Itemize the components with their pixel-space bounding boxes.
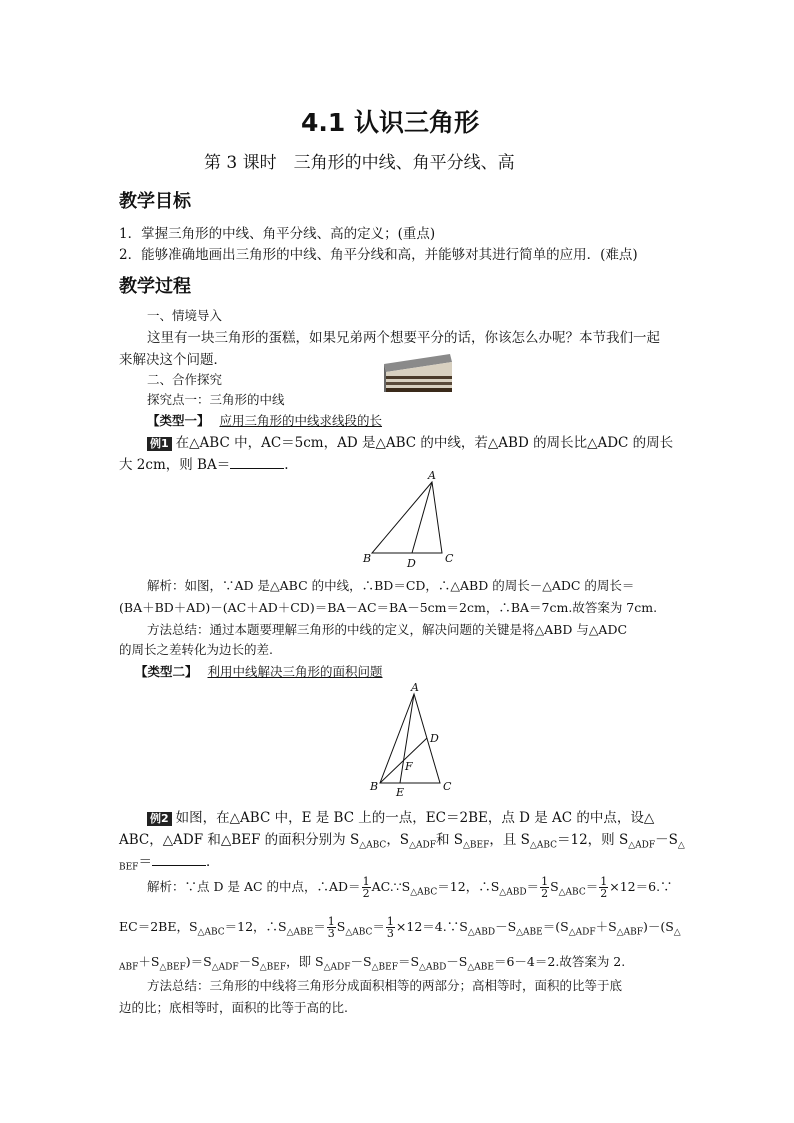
period: . <box>284 457 289 473</box>
type2-title: 利用中线解决三角形的面积问题 <box>207 664 383 679</box>
example2-solution-line2: EC＝2BE，$S_{\triangle ABC}=12$，$\therefore S_{\triangle ABE}=$ $\frac{1}{3}$ $S_{\triangle ABC}=$ $\frac{1}{3}$ $\times 12=4.\because S_{\triangle ABD}-S_{\triangle ABE}=(S_{\triangle ADF}+S_{\triangle ABF})-(S_\triangle$ <box>119 915 681 940</box>
example1-question-text: 在△ABC 中，AC＝5cm，AD 是△ABC 的中线，若△ABD 的周长比△ADC 的周长 <box>175 435 674 451</box>
triangle-figure-1 <box>360 470 460 570</box>
explore-point-1: 探究点一：三角形的中线 <box>147 392 285 407</box>
triangle-abc <box>372 482 442 553</box>
objective-item-1: 1．掌握三角形的中线、角平分线、高的定义；(重点) <box>119 226 436 242</box>
example2-question-line2: ABC，△ADF 和△BEF 的面积分别为 $S_{\triangle ABC}$，$S_{\triangle ADF}$和 $S_{\triangle BEF}$，且 $S_{\triangle ABC}=12$，则 $S_{\triangle ADF}-S_\triangle$ <box>119 832 685 851</box>
example2-question-text: 如图，在△ABC 中，E 是 BC 上的一点，EC＝2BE，点 D 是 AC 的中点，设△ <box>175 810 655 826</box>
intro-heading: 一、情境导入 <box>147 308 223 323</box>
process-heading: 教学过程 <box>119 276 191 297</box>
example2-summary-line1: 方法总结：三角形的中线将三角形分成面积相等的两部分；高相等时，面积的比等于底 <box>147 978 623 993</box>
example1-question-line2 <box>119 453 289 473</box>
answer-blank-2[interactable] <box>152 853 206 866</box>
page-title: 4.1 认识三角形 <box>301 108 479 137</box>
answer-blank[interactable] <box>230 456 284 469</box>
triangle-figure-2 <box>362 680 462 798</box>
intro-text-line2: 来解决这个问题． <box>119 352 227 368</box>
example2-solution-line1: 解析：∵点 D 是 AC 的中点，∴AD＝ $\frac{1}{2}$ $AC.\because S_{\triangle ABC}=12$，$\therefore S_{\triangle ABD}=$ $\frac{1}{2}$ $S_{\triangle ABC}=$ $\frac{1}{2}$ ×12＝6.∵ <box>147 875 673 900</box>
label-c2: C <box>443 780 452 793</box>
label-b: B <box>363 552 372 565</box>
explore-heading: 二、合作探究 <box>147 372 223 387</box>
type1-title: 应用三角形的中线求线段的长 <box>219 413 383 428</box>
intro-text-line1: 这里有一块三角形的蛋糕，如果兄弟两个想要平分的话，你该怎么办呢？本节我们一起 <box>147 330 660 346</box>
example1-badge: 例1 <box>147 437 172 451</box>
type2-label: 【类型二】 <box>135 664 198 679</box>
example1-question-line1 <box>147 431 673 451</box>
example2-question-line1 <box>147 806 654 826</box>
label-f2: F <box>405 760 413 773</box>
example1-summary-line1: 方法总结：通过本题要理解三角形的中线的定义，解决问题的关键是将△ABD 与△ADC <box>147 622 628 637</box>
label-a2: A <box>411 681 419 694</box>
label-c: C <box>445 552 454 565</box>
label-b2: B <box>370 780 379 793</box>
cake-image <box>382 352 454 394</box>
example1-summary-line2: 的周长之差转化为边长的差. <box>119 642 273 657</box>
label-a: A <box>428 470 436 482</box>
label-e2: E <box>396 786 405 798</box>
type2-heading <box>135 662 383 680</box>
type1-label: 【类型一】 <box>147 413 210 428</box>
median-ad <box>412 482 432 553</box>
objective-item-2: 2．能够准确地画出三角形的中线、角平分线和高，并能够对其进行简单的应用．(难点) <box>119 247 638 263</box>
example2-summary-line2: 边的比；底相等时，面积的比等于高的比. <box>119 1000 348 1015</box>
label-d: D <box>407 557 416 570</box>
label-d2: D <box>430 732 439 745</box>
objectives-heading: 教学目标 <box>119 191 191 212</box>
fraction-third: $\frac{1}{3}$ <box>327 915 335 940</box>
type1-heading <box>147 411 382 429</box>
segment-bd <box>380 738 427 783</box>
example1-solution-line2: (BA＋BD＋AD)－(AC＋AD＋CD)＝BA－AC＝BA－5cm＝2cm，∴BA＝7cm.故答案为 7cm. <box>119 600 658 615</box>
example1-question-text2: 大 2cm，则 BA＝ <box>119 457 231 473</box>
example2-question-line3: $_{BEF}$＝ ． <box>119 854 220 873</box>
fraction-half: $\frac{1}{2}$ <box>362 875 370 900</box>
page-subtitle: 第 3 课时 三角形的中线、角平分线、高 <box>204 153 515 173</box>
example1-solution-line1: 解析：如图，∵AD 是△ABC 的中线，∴BD＝CD，∴△ABD 的周长－△ADC 的周长＝ <box>147 578 635 593</box>
example2-badge: 例2 <box>147 812 172 826</box>
example2-solution-line3: $_{ABF}+S_{\triangle BEF})=S_{\triangle ADF}-S_{\triangle BEF}$，即 $S_{\triangle ADF}-S_{\triangle BEF}=S_{\triangle ABD}-S_{\triangle ABE}=6-4=2$.故答案为 2. <box>119 954 626 973</box>
